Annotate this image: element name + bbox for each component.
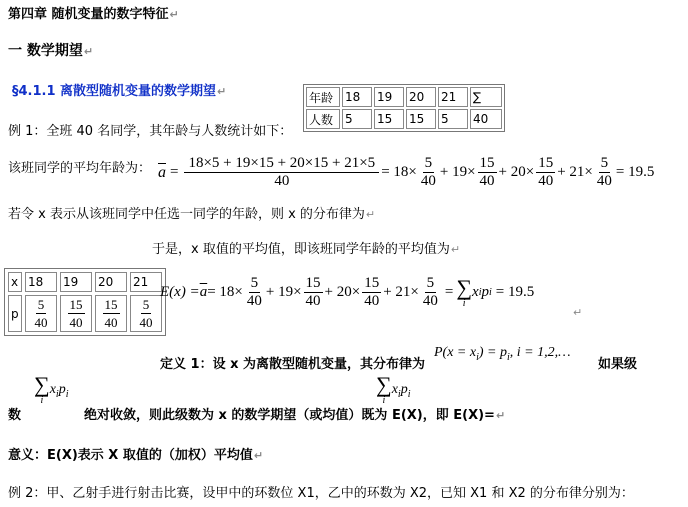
paragraph-mark: ↵ [253,449,264,462]
table-cell: 40 [470,109,502,129]
table-cell: 18 [342,87,372,107]
prob-formula-sub: i [476,351,479,363]
fraction [595,155,614,190]
table-cell: 18 [25,272,57,292]
sum-symbol [376,374,392,406]
formula-lhs: E(x) = [160,284,200,300]
table-cell [130,295,162,332]
fraction [245,275,264,310]
fraction-denominator: 40 [364,293,380,309]
chapter-title [8,3,179,22]
paragraph-mark: ↵ [83,45,94,58]
section-title-text: 一 数学期望 [8,43,83,59]
therefore-sentence-text: 于是，x 取值的平均值，即该班同学年龄的平均值为 [152,242,450,257]
table-row [8,272,162,292]
table-cell: 年龄 [306,87,340,107]
prob-formula-rest-sub: i [506,351,510,363]
sum-index: i [462,297,466,309]
expect-formula [160,275,534,310]
table-cell: ∑ [470,87,502,107]
table-row [306,87,502,107]
table-cell: 15 [406,109,436,129]
fraction-denominator: 40 [479,173,495,189]
paragraph-mark: ↵ [495,409,506,422]
formula-term: + 21× [557,164,593,180]
fraction-numerator: 15 [69,297,83,312]
formula-term: + 21× [383,284,419,300]
table-cell: 15 [374,109,404,129]
meaning [8,444,263,463]
prob-formula-index: , i = 1,2,… [509,345,571,360]
example1-intro [8,120,292,139]
big-fraction [184,155,379,190]
definition-tail-text: 如果级 [598,357,638,372]
equals-sign: = [170,164,179,180]
series-sum [34,374,68,406]
formula-term: + 19× [265,284,302,300]
example1-intro-text: 例 1：全班 40 名同学，其年龄与人数统计如下： [8,124,293,139]
fraction-denominator: 40 [538,173,554,189]
table-cell: 21 [130,272,162,292]
fraction-denominator: 40 [69,315,83,330]
fraction-denominator: 40 [246,293,262,309]
dist-sentence-text: 若令 x 表示从该班同学中任选一同学的年龄，则 x 的分布律为 [8,207,365,222]
chapter-title-text: 第四章 随机变量的数字特征 [8,7,169,22]
table-cell: 19 [374,87,404,107]
sum-term: $x_ip_i$ [391,382,411,401]
formula-result: = 19.5 [615,164,655,180]
avg-formula [158,155,654,190]
dist-sentence [8,203,375,222]
paragraph-mark: ↵ [365,208,376,221]
sum-term-sub: i [478,287,482,298]
table-row [306,109,502,129]
prob-formula: P(x = x [434,345,477,360]
section-title [8,40,93,60]
fraction-numerator: 5 [250,275,259,291]
fraction-denominator: 40 [104,315,118,330]
fraction [362,275,381,310]
table-cell [25,295,57,332]
series-sum-2 [376,374,410,406]
therefore-sentence [152,238,460,257]
table-row [8,295,162,332]
sum-symbol [34,374,50,406]
table-cell [95,295,127,332]
fraction [304,275,323,310]
sum-index: i [382,395,386,406]
paragraph-mark: ↵ [573,306,583,319]
abar-symbol: $\overline{a}$ [199,284,208,300]
definition-lead-text: 定义 1：设 x 为离散型随机变量，其分布律为 [160,357,426,372]
definition-line2-lead-text: 数 [8,408,22,423]
big-fraction-denominator: 40 [274,173,290,189]
fraction [536,155,555,190]
definition-lead [160,353,425,372]
sigma-glyph: ∑ [456,274,473,300]
fraction-numerator: 15 [305,275,321,291]
sum-index: i [40,395,44,406]
subsection-title [12,80,226,99]
prob-formula-rest: ) = p [478,345,507,360]
formula-term: = 18× [381,164,417,180]
fraction-denominator: 40 [422,293,438,309]
table-cell: 5 [438,109,468,129]
paragraph-mark: ↵ [169,8,179,21]
fraction [421,275,440,310]
fraction-numerator: 5 [142,297,150,312]
example2-text: 例 2：甲、乙射手进行射击比赛，设甲中的环数位 X1，乙中的环数为 X2，已知 X1 和 X2 的分布律分别为： [8,486,634,501]
fraction-numerator: 15 [364,275,380,291]
sum-symbol [456,274,473,309]
table-cell: 19 [60,272,92,292]
fraction-denominator: 40 [420,173,436,189]
sigma-glyph: ∑ [34,372,50,397]
table-cell: p [8,295,22,332]
fraction [68,296,85,331]
formula-term: = 18× [207,284,243,300]
fraction-denominator: 40 [139,315,153,330]
sum-term-sub: i [488,287,492,298]
table-cell: 5 [342,109,372,129]
fraction-numerator: 5 [37,297,45,312]
example2 [8,482,634,501]
fraction [138,296,155,331]
fraction [33,296,50,331]
fraction-numerator: 15 [538,155,554,171]
table-cell: 人数 [306,109,340,129]
dist-table [4,268,166,336]
fraction-numerator: 15 [104,297,118,312]
sum-term: $x_ip_i$ [49,382,69,401]
sum-term: p [481,284,489,300]
avg-label [8,157,151,176]
definition-tail [598,353,637,372]
table-cell: 20 [406,87,436,107]
avg-label-text: 该班同学的平均年龄为： [8,161,152,176]
paragraph-mark: ↵ [217,85,227,98]
big-fraction-numerator: 18×5 + 19×15 + 20×15 + 21×5 [184,155,379,173]
sum-term: x [472,284,479,300]
sigma-glyph: ∑ [376,372,392,397]
table-cell: 21 [438,87,468,107]
formula-term: + 19× [439,164,476,180]
fraction-numerator: 15 [479,155,495,171]
equals-sign: = [444,284,454,300]
meaning-text: 意义：E(X)表示 X 取值的（加权）平均值 [8,448,253,463]
formula-result: = 19.5 [495,284,535,300]
fraction-denominator: 40 [34,315,48,330]
definition-line2-lead [8,404,21,423]
fraction [478,155,497,190]
table-cell: 20 [95,272,127,292]
paragraph-mark: ↵ [450,243,461,256]
table-cell [60,295,92,332]
fraction-numerator: 5 [600,155,609,171]
formula-term: + 20× [498,164,535,180]
dist-table-grid [4,268,166,336]
age-table-grid [303,84,505,132]
fraction [103,296,120,331]
definition-line2-text: 绝对收敛，则此级数为 x 的数学期望（或均值）既为 E(X)，即 E(X)= [84,408,495,423]
fraction-numerator: 5 [424,155,433,171]
definition-formula [434,345,571,363]
table-cell: x [8,272,22,292]
definition-line2 [84,404,505,423]
age-table [303,84,505,132]
fraction-numerator: 5 [426,275,435,291]
subsection-title-text: §4.1.1 离散型随机变量的数学期望 [12,84,217,99]
abar-symbol: $\overline{a}$ [158,163,166,181]
fraction-denominator: 40 [596,173,612,189]
fraction-denominator: 40 [305,293,321,309]
fraction [419,155,438,190]
formula-term: + 20× [324,284,361,300]
